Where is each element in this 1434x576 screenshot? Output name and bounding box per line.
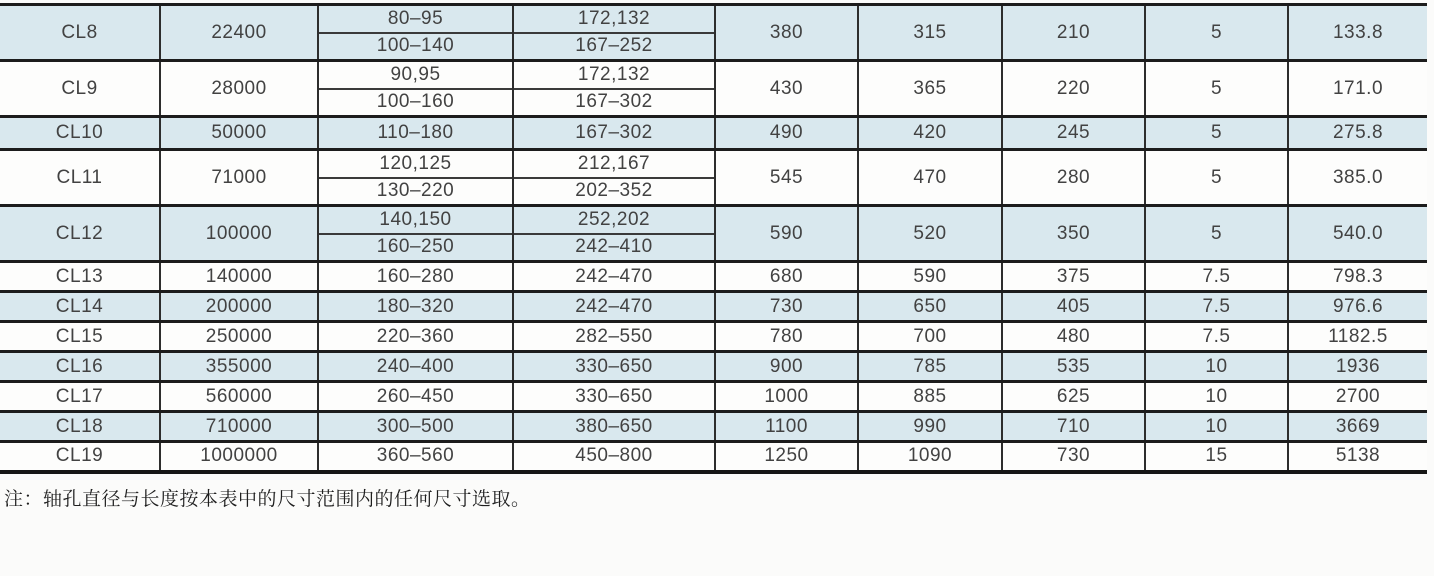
length-range-cell: 330–650	[513, 352, 715, 382]
value-cell: 355000	[160, 352, 318, 382]
bore-range-cell: 110–180	[318, 117, 513, 150]
bore-range-cell: 130–220	[318, 178, 513, 206]
value-cell: 28000	[160, 61, 318, 117]
value-cell: 730	[1002, 442, 1145, 472]
value-cell: 1000	[715, 382, 858, 412]
length-range-cell: 172,132	[513, 61, 715, 89]
value-cell: 5	[1145, 117, 1288, 150]
bore-range-cell: 260–450	[318, 382, 513, 412]
bore-range-cell: 360–560	[318, 442, 513, 472]
model-cell: CL19	[0, 442, 160, 472]
value-cell: 590	[858, 262, 1002, 292]
value-cell: 210	[1002, 5, 1145, 61]
value-cell: 976.6	[1288, 292, 1427, 322]
spec-table-body	[0, 5, 1427, 472]
value-cell: 375	[1002, 262, 1145, 292]
table-row-CL10	[0, 117, 1427, 150]
value-cell: 5	[1145, 150, 1288, 206]
value-cell: 520	[858, 206, 1002, 262]
value-cell: 22400	[160, 5, 318, 61]
bore-range-cell: 90,95	[318, 61, 513, 89]
value-cell: 315	[858, 5, 1002, 61]
value-cell: 470	[858, 150, 1002, 206]
value-cell: 590	[715, 206, 858, 262]
bore-range-cell: 120,125	[318, 150, 513, 178]
value-cell: 480	[1002, 322, 1145, 352]
model-cell: CL11	[0, 150, 160, 206]
length-range-cell: 172,132	[513, 5, 715, 33]
value-cell: 100000	[160, 206, 318, 262]
value-cell: 10	[1145, 412, 1288, 442]
bore-range-cell: 80–95	[318, 5, 513, 33]
value-cell: 1250	[715, 442, 858, 472]
value-cell: 7.5	[1145, 292, 1288, 322]
value-cell: 420	[858, 117, 1002, 150]
table-row-CL13	[0, 262, 1427, 292]
length-range-cell: 212,167	[513, 150, 715, 178]
model-cell: CL17	[0, 382, 160, 412]
model-cell: CL14	[0, 292, 160, 322]
value-cell: 1182.5	[1288, 322, 1427, 352]
bore-range-cell: 220–360	[318, 322, 513, 352]
length-range-cell: 242–410	[513, 234, 715, 262]
value-cell: 5	[1145, 5, 1288, 61]
value-cell: 900	[715, 352, 858, 382]
table-row-CL15	[0, 322, 1427, 352]
value-cell: 710	[1002, 412, 1145, 442]
length-range-cell: 330–650	[513, 382, 715, 412]
table-row-CL14	[0, 292, 1427, 322]
value-cell: 250000	[160, 322, 318, 352]
value-cell: 385.0	[1288, 150, 1427, 206]
length-range-cell: 252,202	[513, 206, 715, 234]
value-cell: 7.5	[1145, 262, 1288, 292]
value-cell: 5	[1145, 206, 1288, 262]
value-cell: 625	[1002, 382, 1145, 412]
value-cell: 430	[715, 61, 858, 117]
value-cell: 700	[858, 322, 1002, 352]
table-row-CL16	[0, 352, 1427, 382]
value-cell: 10	[1145, 382, 1288, 412]
model-cell: CL8	[0, 5, 160, 61]
value-cell: 2700	[1288, 382, 1427, 412]
length-range-cell: 167–302	[513, 89, 715, 117]
value-cell: 245	[1002, 117, 1145, 150]
value-cell: 5	[1145, 61, 1288, 117]
model-cell: CL10	[0, 117, 160, 150]
value-cell: 490	[715, 117, 858, 150]
value-cell: 650	[858, 292, 1002, 322]
value-cell: 140000	[160, 262, 318, 292]
value-cell: 275.8	[1288, 117, 1427, 150]
model-cell: CL18	[0, 412, 160, 442]
value-cell: 535	[1002, 352, 1145, 382]
value-cell: 1000000	[160, 442, 318, 472]
length-range-cell: 242–470	[513, 262, 715, 292]
length-range-cell: 242–470	[513, 292, 715, 322]
value-cell: 560000	[160, 382, 318, 412]
model-cell: CL12	[0, 206, 160, 262]
bore-range-cell: 240–400	[318, 352, 513, 382]
value-cell: 540.0	[1288, 206, 1427, 262]
length-range-cell: 380–650	[513, 412, 715, 442]
value-cell: 365	[858, 61, 1002, 117]
length-range-cell: 167–252	[513, 33, 715, 61]
value-cell: 15	[1145, 442, 1288, 472]
value-cell: 220	[1002, 61, 1145, 117]
value-cell: 7.5	[1145, 322, 1288, 352]
value-cell: 3669	[1288, 412, 1427, 442]
model-cell: CL15	[0, 322, 160, 352]
value-cell: 71000	[160, 150, 318, 206]
value-cell: 5138	[1288, 442, 1427, 472]
value-cell: 10	[1145, 352, 1288, 382]
length-range-cell: 167–302	[513, 117, 715, 150]
table-footnote: 注：轴孔直径与长度按本表中的尺寸范围内的任何尺寸选取。	[4, 488, 531, 510]
value-cell: 780	[715, 322, 858, 352]
table-row-CL11	[0, 150, 1427, 178]
value-cell: 350	[1002, 206, 1145, 262]
length-range-cell: 202–352	[513, 178, 715, 206]
model-cell: CL16	[0, 352, 160, 382]
value-cell: 405	[1002, 292, 1145, 322]
value-cell: 680	[715, 262, 858, 292]
value-cell: 1090	[858, 442, 1002, 472]
table-row-CL18	[0, 412, 1427, 442]
value-cell: 710000	[160, 412, 318, 442]
bore-range-cell: 180–320	[318, 292, 513, 322]
value-cell: 50000	[160, 117, 318, 150]
coupling-spec-table	[0, 3, 1427, 474]
value-cell: 133.8	[1288, 5, 1427, 61]
value-cell: 798.3	[1288, 262, 1427, 292]
bore-range-cell: 160–250	[318, 234, 513, 262]
model-cell: CL9	[0, 61, 160, 117]
value-cell: 785	[858, 352, 1002, 382]
table-row-CL9	[0, 61, 1427, 89]
value-cell: 885	[858, 382, 1002, 412]
length-range-cell: 450–800	[513, 442, 715, 472]
value-cell: 200000	[160, 292, 318, 322]
value-cell: 1100	[715, 412, 858, 442]
bore-range-cell: 140,150	[318, 206, 513, 234]
table-row-CL19	[0, 442, 1427, 472]
model-cell: CL13	[0, 262, 160, 292]
bore-range-cell: 160–280	[318, 262, 513, 292]
bore-range-cell: 100–140	[318, 33, 513, 61]
value-cell: 280	[1002, 150, 1145, 206]
value-cell: 545	[715, 150, 858, 206]
value-cell: 1936	[1288, 352, 1427, 382]
length-range-cell: 282–550	[513, 322, 715, 352]
value-cell: 990	[858, 412, 1002, 442]
bore-range-cell: 100–160	[318, 89, 513, 117]
table-row-CL8	[0, 5, 1427, 33]
value-cell: 380	[715, 5, 858, 61]
value-cell: 730	[715, 292, 858, 322]
value-cell: 171.0	[1288, 61, 1427, 117]
table-row-CL17	[0, 382, 1427, 412]
table-row-CL12	[0, 206, 1427, 234]
bore-range-cell: 300–500	[318, 412, 513, 442]
